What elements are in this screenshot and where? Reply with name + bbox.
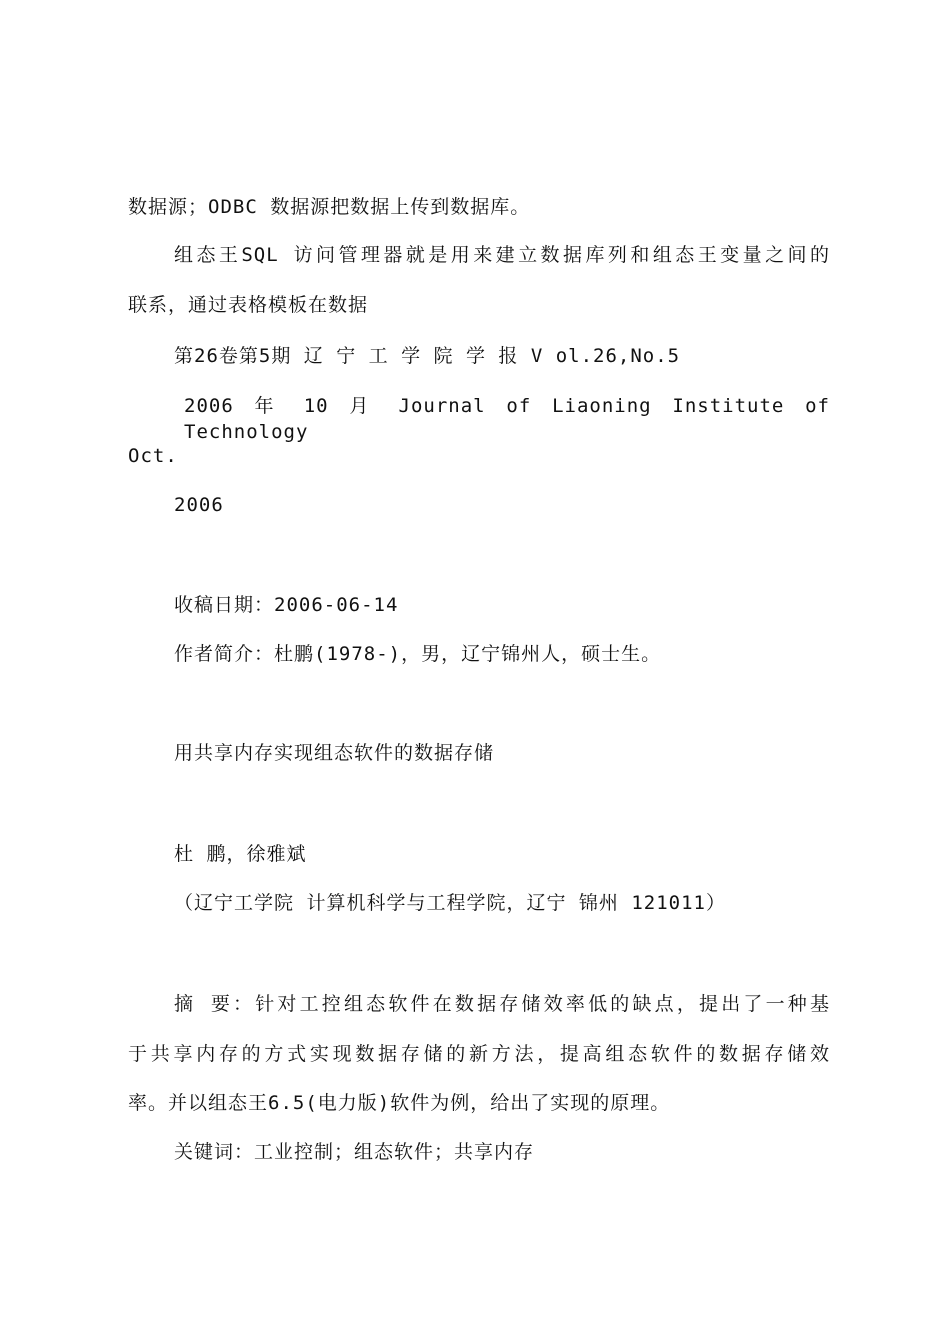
keywords: 关键词：工业控制；组态软件；共享内存 xyxy=(174,1141,535,1163)
abstract-text: 摘 要：针对工控组态软件在数据存储效率低的缺点，提出了一种基 xyxy=(174,993,830,1015)
abstract-text: 于共享内存的方式实现数据存储的新方法，提高组态软件的数据存储效 xyxy=(128,1043,830,1065)
authors: 杜 鹏，徐雅斌 xyxy=(174,843,307,865)
journal-header: 第26卷第5期 辽 宁 工 学 院 学 报 V ol.26,No.5 xyxy=(174,345,681,367)
received-date: 收稿日期：2006-06-14 xyxy=(174,594,399,616)
paragraph-text: 组态王SQL 访问管理器就是用来建立数据库列和组态王变量之间的 xyxy=(174,244,830,266)
journal-header: 2006 年 10 月 Journal of Liaoning Institute of Technology xyxy=(184,395,830,443)
author-bio: 作者简介：杜鹏(1978-)，男，辽宁锦州人，硕士生。 xyxy=(174,643,662,665)
abstract-text: 率。并以组态王6.5(电力版)软件为例，给出了实现的原理。 xyxy=(128,1092,671,1114)
paragraph-text: 数据源；ODBC 数据源把数据上传到数据库。 xyxy=(128,196,531,218)
article-title: 用共享内存实现组态软件的数据存储 xyxy=(174,742,495,764)
affiliation: （辽宁工学院 计算机科学与工程学院，辽宁 锦州 121011） xyxy=(174,892,726,914)
paragraph-text: 联系，通过表格模板在数据 xyxy=(128,294,369,316)
journal-header: 2006 xyxy=(174,494,224,516)
journal-header: Oct. xyxy=(128,445,178,467)
